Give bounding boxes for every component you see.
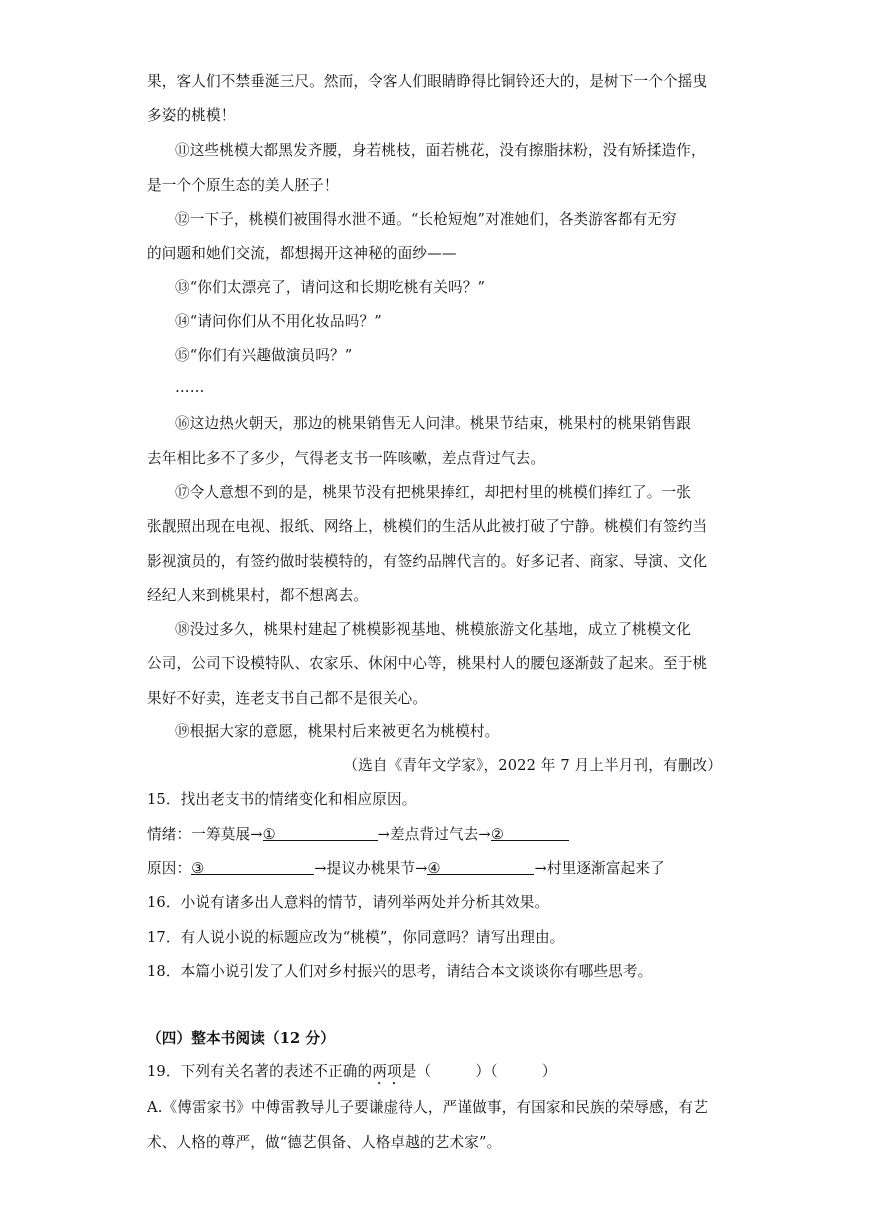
question-15-reason-row	[147, 859, 727, 879]
blank-number-4: ④	[427, 860, 441, 877]
reason-middle-text: →提议办桃果节→	[314, 860, 428, 877]
paragraph-10-tail-line-2: 多姿的桃模！	[147, 107, 236, 124]
reason-blank-3[interactable]	[191, 859, 314, 875]
blank-number-3: ③	[191, 860, 205, 877]
paragraph-18-line-3: 果好不好卖，连老支书自己都不是很关心。	[147, 690, 428, 707]
paragraph-18-line-2: 公司，公司下设模特队、农家乐、休闲中心等，桃果村人的腰包逐渐鼓了起来。至于桃	[147, 655, 708, 672]
paragraph-11-line-1: ⑪这些桃模大都黑发齐腰，身若桃枝，面若桃花，没有擦脂抹粉，没有矫揉造作，	[175, 142, 706, 159]
paragraph-10-tail-line-1: 果，客人们不禁垂涎三尺。然而，令客人们眼睛睁得比铜铃还大的，是树下一个个摇曳	[147, 73, 708, 90]
reason-label: 原因：	[147, 860, 192, 877]
question-15-emotion-row	[147, 825, 727, 845]
question-17: 17．有人说小说的标题应改为“桃模”，你同意吗？请写出理由。	[147, 929, 565, 946]
paragraph-19: ⑲根据大家的意愿，桃果村后来被更名为桃模村。	[175, 723, 500, 740]
emotion-label: 情绪：一筹莫展→	[147, 826, 263, 843]
emotion-blank-1[interactable]	[263, 825, 378, 841]
question-16: 16．小说有诸多出人意料的情节，请列举两处并分析其效果。	[147, 894, 550, 911]
paragraph-12-line-2: 的问题和她们交流，都想揭开这神秘的面纱——	[147, 245, 457, 262]
question-19	[147, 1062, 727, 1088]
paragraph-11-line-2: 是一个个原生态的美人胚子！	[147, 177, 339, 194]
source-citation: （选自《青年文学家》，2022 年 7 月上半月刊，有删改）	[343, 757, 722, 774]
paragraph-17-line-3: 影视演员的，有签约做时装模特的，有签约品牌代言的。好多记者、商家、导演、文化	[147, 553, 708, 570]
paragraph-13: ⑬“你们太漂亮了，请问这和长期吃桃有关吗？”	[175, 279, 486, 296]
ellipsis: ……	[175, 379, 205, 396]
blank-number-1: ①	[262, 826, 276, 843]
emotion-middle-text: →差点背过气去→	[377, 826, 491, 843]
question-18: 18．本篇小说引发了人们对乡村振兴的思考，请结合本文谈谈你有哪些思考。	[147, 963, 653, 980]
blank-number-2: ②	[490, 826, 505, 843]
question-19-emphasis: 两项	[372, 1063, 402, 1080]
paragraph-14: ⑭“请问你们从不用化妆品吗？”	[175, 313, 382, 330]
paragraph-15: ⑮“你们有兴趣做演员吗？”	[175, 347, 353, 364]
paragraph-17-line-2: 张靓照出现在电视、报纸、网络上，桃模们的生活从此被打破了宁静。桃模们有签约当	[147, 518, 708, 535]
paragraph-16-line-2: 去年相比多不了多少，气得老支书一阵咳嗽，差点背过气去。	[147, 450, 546, 467]
paragraph-12-line-1: ⑫一下子，桃模们被围得水泄不通。“长枪短炮”对准她们，各类游客都有无穷	[175, 211, 677, 228]
reason-end-text: →村里逐渐富起来了	[534, 860, 665, 877]
paragraph-17-line-1: ⑰令人意想不到的是，桃果节没有把桃果捧红，却把村里的桃模们捧红了。一张	[175, 484, 692, 501]
option-a-line-2: 术、人格的尊严，做“德艺俱备、人格卓越的艺术家”。	[147, 1134, 502, 1151]
option-a-line-1: A.《傅雷家书》中傅雷教导儿子要谦虚待人，严谨做事，有国家和民族的荣辱感，有艺	[147, 1099, 708, 1116]
section-4-heading: （四）整本书阅读（12 分）	[147, 1030, 336, 1047]
question-19-text: 19．下列有关名著的表述不正确的	[147, 1063, 373, 1080]
reason-blank-4[interactable]	[427, 859, 534, 875]
question-19-brackets: 是（ ）（ ）	[401, 1063, 557, 1080]
paragraph-18-line-1: ⑱没过多久，桃果村建起了桃模影视基地、桃模旅游文化基地，成立了桃模文化	[175, 621, 692, 638]
paragraph-16-line-1: ⑯这边热火朝天，那边的桃果销售无人问津。桃果节结束，桃果村的桃果销售跟	[175, 415, 692, 432]
paragraph-17-line-4: 经纪人来到桃果村，都不想离去。	[147, 587, 369, 604]
question-15: 15．找出老支书的情绪变化和相应原因。	[147, 791, 417, 808]
emotion-blank-2[interactable]	[491, 825, 569, 841]
